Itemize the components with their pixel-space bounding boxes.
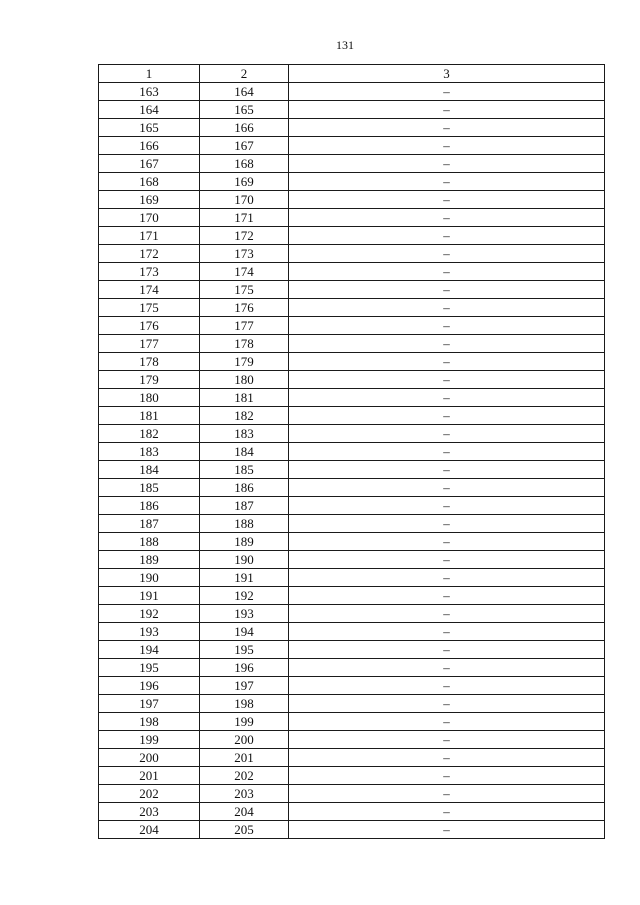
table-cell-col-2: 172 xyxy=(200,227,289,245)
table-row xyxy=(99,83,605,101)
table-cell-col-3: – xyxy=(289,785,605,803)
table-cell-col-1: 168 xyxy=(99,173,200,191)
table-cell-col-2: 195 xyxy=(200,641,289,659)
table-cell-col-1: 189 xyxy=(99,551,200,569)
table-row xyxy=(99,605,605,623)
table-cell-col-2: 196 xyxy=(200,659,289,677)
table-cell-col-3: – xyxy=(289,137,605,155)
table-cell-col-3: – xyxy=(289,803,605,821)
table-cell-col-2: 198 xyxy=(200,695,289,713)
table-cell-col-3: – xyxy=(289,767,605,785)
table-cell-col-1: 182 xyxy=(99,425,200,443)
table-cell-col-1: 185 xyxy=(99,479,200,497)
table-cell-col-1: 180 xyxy=(99,389,200,407)
table-cell-col-3: – xyxy=(289,155,605,173)
column-header-3: 3 xyxy=(289,65,605,83)
table-cell-col-1: 177 xyxy=(99,335,200,353)
table-cell-col-2: 167 xyxy=(200,137,289,155)
table-row xyxy=(99,803,605,821)
table-cell-col-2: 176 xyxy=(200,299,289,317)
table-cell-col-1: 196 xyxy=(99,677,200,695)
table-cell-col-1: 178 xyxy=(99,353,200,371)
table-cell-col-2: 164 xyxy=(200,83,289,101)
table-cell-col-1: 173 xyxy=(99,263,200,281)
table-cell-col-2: 191 xyxy=(200,569,289,587)
table-cell-col-1: 200 xyxy=(99,749,200,767)
table-row xyxy=(99,821,605,839)
table-cell-col-2: 180 xyxy=(200,371,289,389)
table-cell-col-2: 173 xyxy=(200,245,289,263)
table-row xyxy=(99,659,605,677)
table-body xyxy=(99,83,605,839)
table-cell-col-2: 183 xyxy=(200,425,289,443)
table-cell-col-3: – xyxy=(289,191,605,209)
table-cell-col-1: 199 xyxy=(99,731,200,749)
table-row xyxy=(99,695,605,713)
table-cell-col-3: – xyxy=(289,119,605,137)
table-cell-col-3: – xyxy=(289,227,605,245)
column-header-2: 2 xyxy=(200,65,289,83)
table-cell-col-1: 190 xyxy=(99,569,200,587)
table-row xyxy=(99,677,605,695)
table-cell-col-1: 183 xyxy=(99,443,200,461)
table-cell-col-3: – xyxy=(289,695,605,713)
column-header-1: 1 xyxy=(99,65,200,83)
table-row xyxy=(99,353,605,371)
table-cell-col-2: 187 xyxy=(200,497,289,515)
table-cell-col-1: 203 xyxy=(99,803,200,821)
table-cell-col-1: 181 xyxy=(99,407,200,425)
table-cell-col-1: 187 xyxy=(99,515,200,533)
table-cell-col-1: 192 xyxy=(99,605,200,623)
table-row xyxy=(99,173,605,191)
table-cell-col-2: 203 xyxy=(200,785,289,803)
table-cell-col-3: – xyxy=(289,353,605,371)
table-row xyxy=(99,551,605,569)
table-cell-col-2: 204 xyxy=(200,803,289,821)
table-row xyxy=(99,569,605,587)
table-row xyxy=(99,785,605,803)
table-cell-col-3: – xyxy=(289,749,605,767)
table-row xyxy=(99,767,605,785)
table-row xyxy=(99,317,605,335)
table-row xyxy=(99,443,605,461)
table-cell-col-3: – xyxy=(289,677,605,695)
table-cell-col-3: – xyxy=(289,551,605,569)
table-cell-col-2: 190 xyxy=(200,551,289,569)
table-row xyxy=(99,425,605,443)
table-row xyxy=(99,515,605,533)
table-cell-col-1: 184 xyxy=(99,461,200,479)
table-row xyxy=(99,245,605,263)
table-row xyxy=(99,227,605,245)
table-row xyxy=(99,137,605,155)
table-cell-col-2: 186 xyxy=(200,479,289,497)
table-cell-col-1: 175 xyxy=(99,299,200,317)
table-row xyxy=(99,191,605,209)
table-row xyxy=(99,209,605,227)
table-row xyxy=(99,281,605,299)
table-row xyxy=(99,497,605,515)
table-cell-col-3: – xyxy=(289,641,605,659)
table-cell-col-3: – xyxy=(289,281,605,299)
table-cell-col-2: 200 xyxy=(200,731,289,749)
table-cell-col-1: 195 xyxy=(99,659,200,677)
table-cell-col-1: 170 xyxy=(99,209,200,227)
table-cell-col-1: 164 xyxy=(99,101,200,119)
table-cell-col-3: – xyxy=(289,479,605,497)
table-cell-col-3: – xyxy=(289,443,605,461)
table-cell-col-2: 166 xyxy=(200,119,289,137)
table-cell-col-2: 185 xyxy=(200,461,289,479)
table-cell-col-3: – xyxy=(289,569,605,587)
table-cell-col-3: – xyxy=(289,173,605,191)
table-cell-col-2: 199 xyxy=(200,713,289,731)
table-header xyxy=(99,65,605,83)
table-cell-col-3: – xyxy=(289,461,605,479)
table-cell-col-1: 166 xyxy=(99,137,200,155)
table-cell-col-2: 174 xyxy=(200,263,289,281)
table-cell-col-3: – xyxy=(289,515,605,533)
table-cell-col-1: 188 xyxy=(99,533,200,551)
table-cell-col-3: – xyxy=(289,497,605,515)
table-row xyxy=(99,641,605,659)
table-row xyxy=(99,407,605,425)
table-cell-col-2: 165 xyxy=(200,101,289,119)
table-cell-col-2: 194 xyxy=(200,623,289,641)
table-cell-col-3: – xyxy=(289,821,605,839)
table-cell-col-2: 178 xyxy=(200,335,289,353)
table-cell-col-1: 198 xyxy=(99,713,200,731)
table-cell-col-3: – xyxy=(289,299,605,317)
table-cell-col-2: 192 xyxy=(200,587,289,605)
table-cell-col-3: – xyxy=(289,101,605,119)
table-cell-col-3: – xyxy=(289,389,605,407)
table-cell-col-2: 168 xyxy=(200,155,289,173)
table-cell-col-3: – xyxy=(289,209,605,227)
table-cell-col-2: 202 xyxy=(200,767,289,785)
table-row xyxy=(99,299,605,317)
table-cell-col-2: 170 xyxy=(200,191,289,209)
header-row xyxy=(99,65,605,83)
table-cell-col-1: 197 xyxy=(99,695,200,713)
table-cell-col-2: 169 xyxy=(200,173,289,191)
table-cell-col-1: 179 xyxy=(99,371,200,389)
table-cell-col-3: – xyxy=(289,407,605,425)
table-row xyxy=(99,155,605,173)
table-cell-col-2: 179 xyxy=(200,353,289,371)
table-row xyxy=(99,371,605,389)
table-cell-col-3: – xyxy=(289,83,605,101)
table-cell-col-1: 193 xyxy=(99,623,200,641)
table-row xyxy=(99,263,605,281)
table-cell-col-1: 174 xyxy=(99,281,200,299)
table-cell-col-3: – xyxy=(289,335,605,353)
table-cell-col-2: 171 xyxy=(200,209,289,227)
table-cell-col-3: – xyxy=(289,533,605,551)
table-cell-col-3: – xyxy=(289,731,605,749)
table-cell-col-1: 202 xyxy=(99,785,200,803)
table-cell-col-2: 201 xyxy=(200,749,289,767)
table-cell-col-1: 204 xyxy=(99,821,200,839)
table-row xyxy=(99,533,605,551)
table-row xyxy=(99,749,605,767)
table-cell-col-3: – xyxy=(289,623,605,641)
table-cell-col-2: 193 xyxy=(200,605,289,623)
table-cell-col-2: 205 xyxy=(200,821,289,839)
table-cell-col-2: 175 xyxy=(200,281,289,299)
table-cell-col-1: 176 xyxy=(99,317,200,335)
table-cell-col-2: 188 xyxy=(200,515,289,533)
table-row xyxy=(99,335,605,353)
table-cell-col-1: 171 xyxy=(99,227,200,245)
page-number: 131 xyxy=(336,38,354,52)
table-row xyxy=(99,623,605,641)
table-cell-col-3: – xyxy=(289,425,605,443)
table-cell-col-3: – xyxy=(289,263,605,281)
table-cell-col-2: 184 xyxy=(200,443,289,461)
table-cell-col-1: 165 xyxy=(99,119,200,137)
table-cell-col-1: 167 xyxy=(99,155,200,173)
table-cell-col-3: – xyxy=(289,317,605,335)
table-cell-col-1: 191 xyxy=(99,587,200,605)
table-row xyxy=(99,713,605,731)
table-row xyxy=(99,587,605,605)
table-row xyxy=(99,389,605,407)
table-row xyxy=(99,119,605,137)
table-row xyxy=(99,731,605,749)
table-cell-col-1: 172 xyxy=(99,245,200,263)
table-cell-col-3: – xyxy=(289,659,605,677)
table-cell-col-3: – xyxy=(289,605,605,623)
table-cell-col-3: – xyxy=(289,587,605,605)
table-cell-col-1: 201 xyxy=(99,767,200,785)
table-cell-col-2: 197 xyxy=(200,677,289,695)
table-row xyxy=(99,101,605,119)
data-table xyxy=(98,64,605,839)
table-cell-col-2: 182 xyxy=(200,407,289,425)
table-cell-col-3: – xyxy=(289,371,605,389)
table-cell-col-2: 177 xyxy=(200,317,289,335)
table-cell-col-3: – xyxy=(289,713,605,731)
table-row xyxy=(99,479,605,497)
table-row xyxy=(99,461,605,479)
table-cell-col-1: 194 xyxy=(99,641,200,659)
table-cell-col-2: 189 xyxy=(200,533,289,551)
table-cell-col-1: 169 xyxy=(99,191,200,209)
table-cell-col-1: 163 xyxy=(99,83,200,101)
table-cell-col-1: 186 xyxy=(99,497,200,515)
table-cell-col-3: – xyxy=(289,245,605,263)
table-cell-col-2: 181 xyxy=(200,389,289,407)
